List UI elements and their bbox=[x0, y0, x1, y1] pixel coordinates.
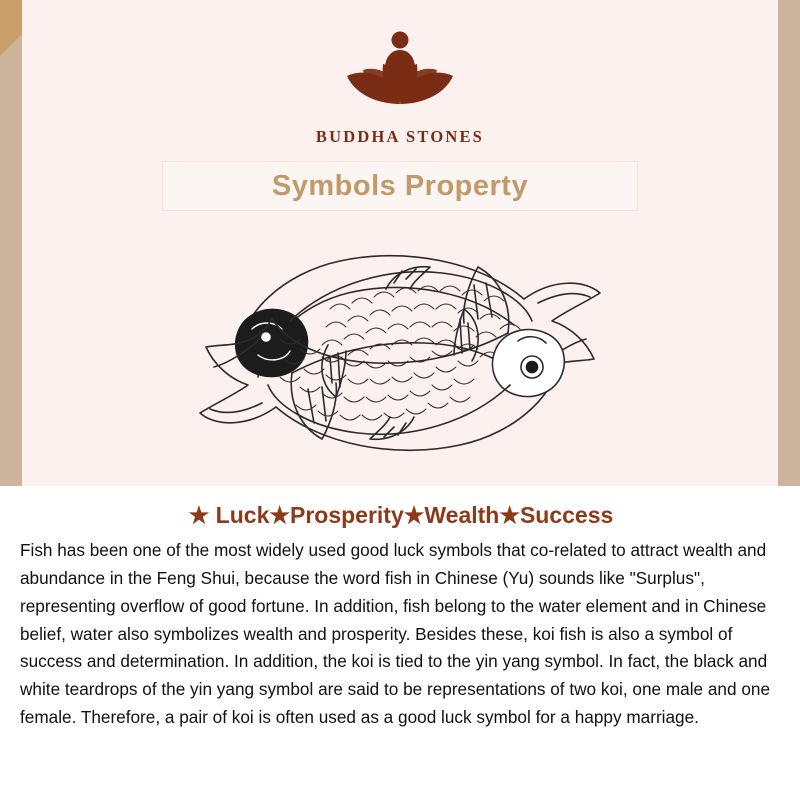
brand-header bbox=[22, 0, 778, 147]
description-paragraph: Fish has been one of the most widely used good luck symbols that co-related to attract wealth and abundance in the Feng Shui, because the word fish in Chinese (Yu) sounds like "Surplus", representing overflow of good fortune. In addition, fish belong to the water element and in Chinese belief, water also symbolizes wealth and prosperity. Besides these, koi fish is also a symbol of success and determination. In addition, the koi is tied to the yin yang symbol. In fact, the black and white teardrops of the yin yang symbol are said to be representations of two koi, one male and one female. Therefore, a pair of koi is often used as a good luck symbol for a happy marriage. bbox=[20, 540, 771, 728]
title-banner bbox=[162, 161, 638, 211]
lotus-meditation-icon bbox=[22, 20, 778, 121]
description-panel bbox=[0, 486, 800, 800]
page-title: Symbols Property bbox=[271, 169, 529, 202]
brand-name: BUDDHA STONES bbox=[315, 127, 485, 146]
two-koi-fish-illustration bbox=[180, 217, 620, 489]
benefits-line: ★ Luck★Prosperity★Wealth★Success bbox=[188, 502, 614, 528]
